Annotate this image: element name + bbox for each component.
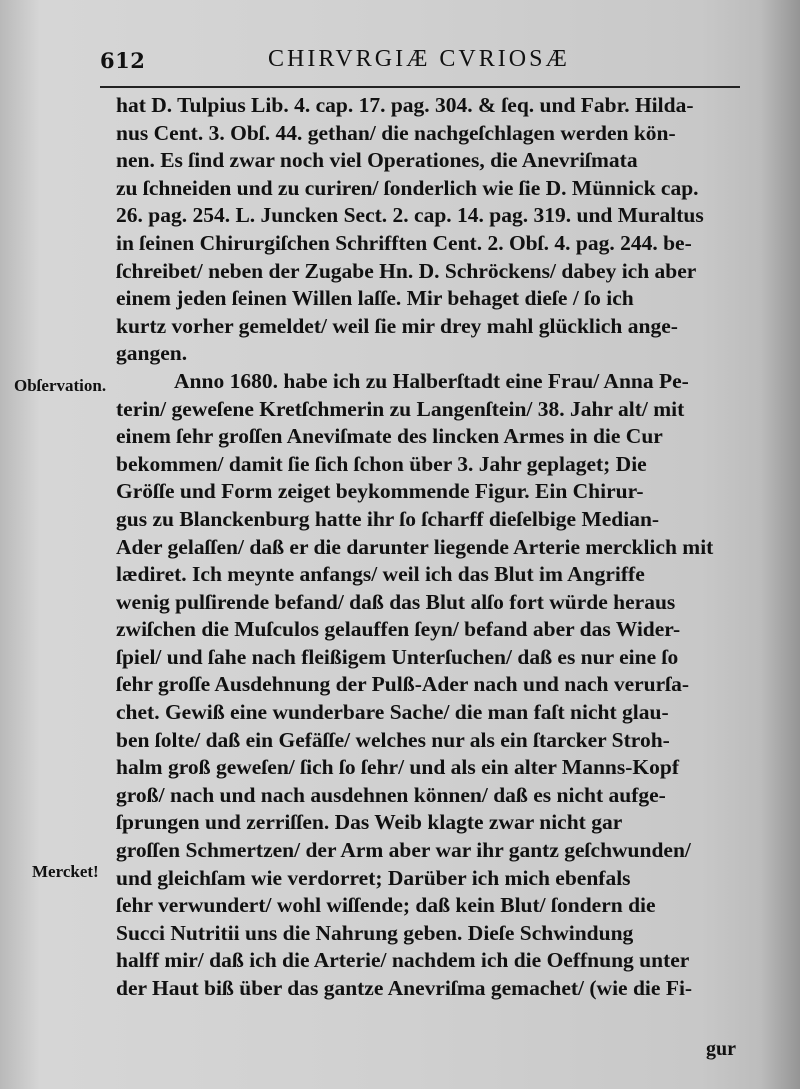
text-line: 26. pag. 254. L. Juncken Sect. 2. cap. 14. pag. 319. und Muraltus xyxy=(116,203,704,228)
margin-note-observation: Obſervation. xyxy=(14,376,107,395)
text-line: der Haut biß über das gantze Anevriſma gemachet/ (wie die Fi- xyxy=(116,976,693,1000)
text-line: ſpiel/ und ſahe nach fleißigem Unterſuchen/ daß es nur eine ſo xyxy=(116,644,679,669)
margin-note-mercket: Mercket! xyxy=(32,862,99,881)
text-line: ſehr groſſe Ausdehnung der Pulß-Ader nach und nach verurſa- xyxy=(116,672,690,697)
page-number: 612 xyxy=(100,48,146,73)
text-line: groß/ nach und nach ausdehnen können/ daß es nicht aufge- xyxy=(116,782,666,807)
text-line: bekommen/ damit ſie ſich ſchon über 3. Jahr geplaget; Die xyxy=(116,451,647,476)
text-line: Succi Nutritii uns die Nahrung geben. Dieſe Schwindung xyxy=(116,920,634,945)
text-line: ſchreibet/ neben der Zugabe Hn. D. Schröckens/ dabey ich aber xyxy=(116,258,697,283)
text-line: terin/ geweſene Kretſchmerin zu Langenſtein/ 38. Jahr alt/ mit xyxy=(116,396,685,421)
text-line: halff mir/ daß ich die Arterie/ nachdem ich die Oeffnung unter xyxy=(116,948,690,973)
text-line: zwiſchen die Muſculos gelauffen ſeyn/ befand aber das Wider- xyxy=(116,617,681,642)
text-line: lædiret. Ich meynte anfangs/ weil ich das Blut im Angriffe xyxy=(116,562,645,587)
catchword: gur xyxy=(706,1038,736,1060)
text-line: Ader gelaſſen/ daß er die darunter liegende Arterie mercklich mit xyxy=(116,534,714,559)
text-line: halm groß geweſen/ ſich ſo ſehr/ und als ein alter Manns-Kopf xyxy=(116,755,680,780)
text-line: nus Cent. 3. Obſ. 44. gethan/ die nachgeſchlagen werden kön- xyxy=(116,120,676,145)
header-rule xyxy=(100,86,740,88)
running-title: CHIRVRGIÆ CVRIOSÆ xyxy=(268,46,570,72)
text-line: ben ſolte/ daß ein Gefäſſe/ welches nur als ein ſtarcker Stroh- xyxy=(116,727,670,752)
text-line: zu ſchneiden und zu curiren/ ſonderlich wie ſie D. Münnick cap. xyxy=(116,175,699,200)
text-line: hat D. Tulpius Lib. 4. cap. 17. pag. 304. & ſeq. und Fabr. Hilda- xyxy=(116,93,694,117)
text-line: ſehr verwundert/ wohl wiſſende; daß kein Blut/ ſondern die xyxy=(116,893,656,918)
text-line: Gröſſe und Form zeiget beykommende Figur. Ein Chirur- xyxy=(116,479,644,504)
page-edge-shadow xyxy=(760,0,800,1089)
text-line: chet. Gewiß eine wunderbare Sache/ die man faſt nicht glau- xyxy=(116,700,669,725)
text-line: in ſeinen Chirurgiſchen Schrifften Cent. 2. Obſ. 4. pag. 244. be- xyxy=(116,230,692,255)
text-line: ſprungen und zerriſſen. Das Weib klagte zwar nicht gar xyxy=(116,810,623,835)
text-line: nen. Es ſind zwar noch viel Operationes, die Anevriſmata xyxy=(116,148,638,173)
text-line: gangen. xyxy=(116,341,188,366)
text-line: wenig pulſirende befand/ daß das Blut alſo fort würde heraus xyxy=(116,589,676,614)
text-line: kurtz vorher gemeldet/ weil ſie mir drey mahl glücklich ange- xyxy=(116,313,678,338)
body-text xyxy=(116,92,744,1003)
text-line: und gleichſam wie verdorret; Darüber ich mich ebenfals xyxy=(116,865,631,890)
text-line: einem ſehr groſſen Aneviſmate des lincken Armes in die Cur xyxy=(116,424,663,449)
text-line: einem jeden ſeinen Willen laſſe. Mir behaget dieſe / ſo ich xyxy=(116,286,634,311)
paragraph-start-line: Anno 1680. habe ich zu Halberſtadt eine Frau/ Anna Pe- xyxy=(174,368,689,393)
text-line: gus zu Blanckenburg hatte ihr ſo ſcharff dieſelbige Median- xyxy=(116,506,660,531)
text-line: groſſen Schmertzen/ der Arm aber war ihr gantz geſchwunden/ xyxy=(116,838,691,863)
